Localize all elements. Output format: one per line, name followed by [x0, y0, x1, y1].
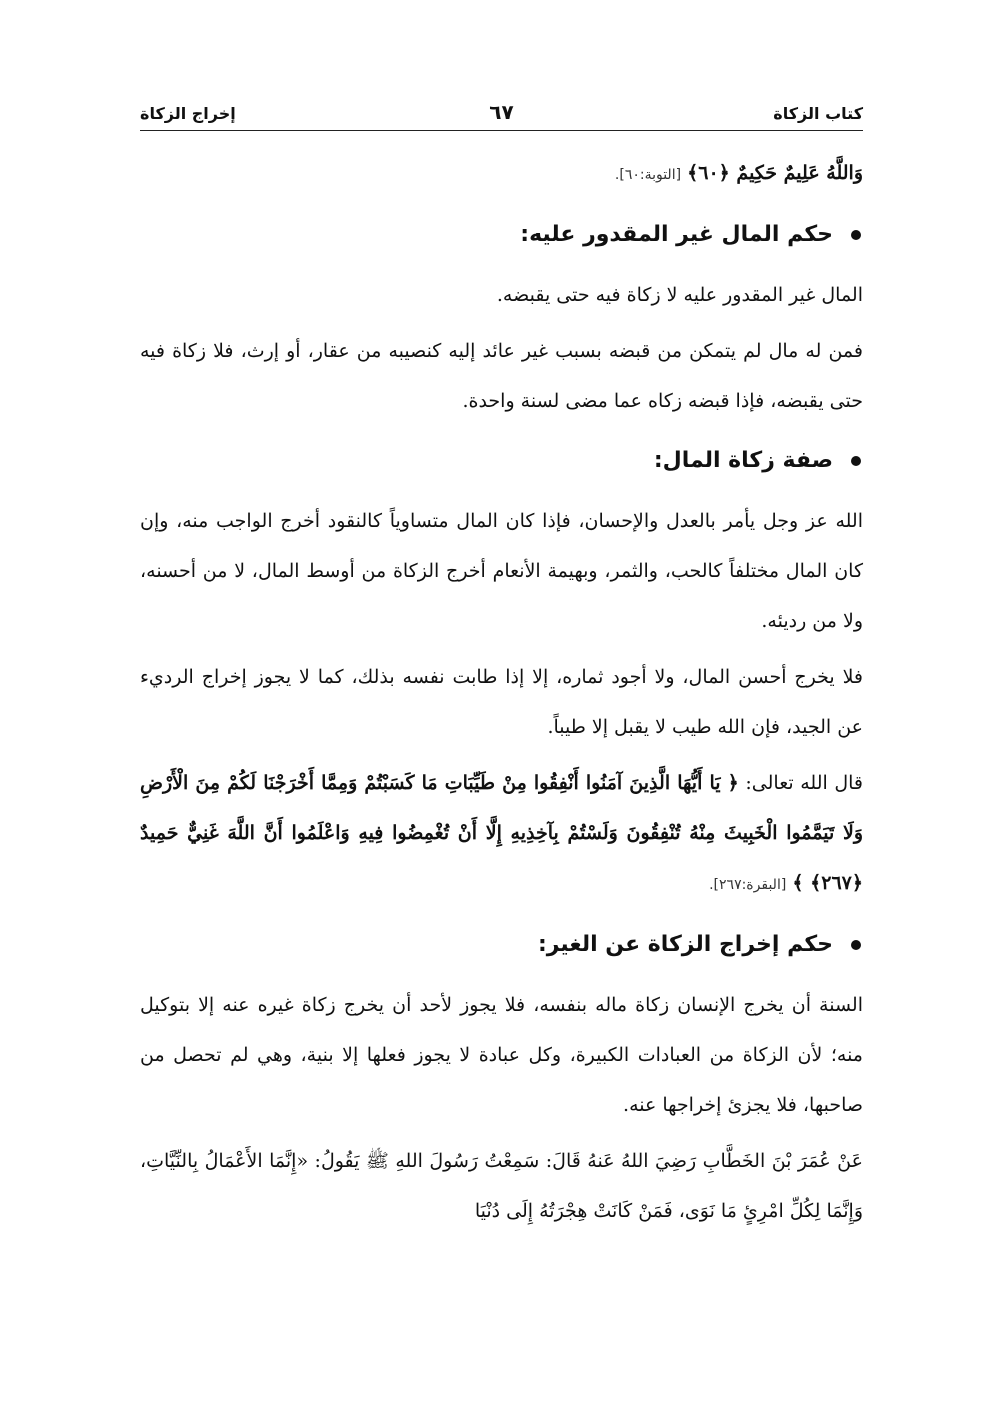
paragraph: السنة أن يخرج الإنسان زكاة ماله بنفسه، فلا يجوز لأحد أن يخرج زكاة غيره عنه إلا بتوكيل منه؛ لأن الزكاة من العبادات الكبيرة، وكل عبادة لا يجوز فعلها إلا بنية، وهي لم تحصل من صاحبها، فلا يجزئ إخراجها عنه. — [140, 994, 863, 1116]
bullet-icon — [851, 230, 861, 240]
page-number: ٦٧ — [489, 100, 514, 124]
paragraph: الله عز وجل يأمر بالعدل والإحسان، فإذا كان المال متساوياً كالنقود أخرج الواجب منه، وإن كان المال مختلفاً كالحب، والثمر، وبهيمة الأنعام أخرج الزكاة من أوسط المال، لا من أحسنه، ولا من رديئه. — [140, 510, 863, 632]
verse-intro: قال الله تعالى: — [745, 772, 863, 794]
quran-verse: ﴿ يَا أَيُّهَا الَّذِينَ آمَنُوا أَنْفِقُوا مِنْ طَيِّبَاتِ مَا كَسَبْتُمْ وَمِمَّا أَخْرَجْنَا لَكُمْ مِنَ الْأَرْضِ وَلَا تَيَمَّمُوا الْخَبِيثَ مِنْهُ تُنْفِقُونَ وَلَسْتُمْ بِآخِذِيهِ إِلَّا أَنْ تُغْمِضُوا فِيهِ وَاعْلَمُوا أَنَّ اللَّهَ غَنِيٌّ حَمِيدٌ ﴿٢٦٧﴾ ﴾ — [140, 772, 863, 894]
quran-verse: وَاللَّهُ عَلِيمٌ حَكِيمٌ ﴿٦٠﴾ — [687, 162, 863, 184]
verse-reference: [البقرة:٢٦٧]. — [709, 877, 787, 893]
heading-text: صفة زكاة المال: — [653, 448, 833, 473]
verse-reference: [التوبة:٦٠]. — [614, 167, 682, 183]
chapter-title: إخراج الزكاة — [140, 104, 236, 123]
bullet-icon — [851, 940, 861, 950]
heading-text: حكم المال غير المقدور عليه: — [520, 222, 833, 247]
section-heading — [140, 916, 863, 974]
paragraph: المال غير المقدور عليه لا زكاة فيه حتى يقبضه. — [496, 284, 863, 306]
verse-quote — [140, 758, 863, 910]
heading-text: حكم إخراج الزكاة عن الغير: — [537, 932, 833, 957]
book-title: كتاب الزكاة — [773, 104, 863, 123]
bullet-icon — [851, 456, 861, 466]
page-header — [140, 100, 863, 131]
hadith-text: عَنْ عُمَرَ بْنَ الخَطَّابِ رَضِيَ اللهُ عَنهُ قَالَ: سَمِعْتُ رَسُولَ اللهِ ﷺ يَقُولُ: «إِنَّمَا الأَعْمَالُ بِالنِّيَّاتِ، وَإِنَّمَا لِكُلِّ امْرِئٍ مَا نَوَى، فَمَنْ كَانَتْ هِجْرَتُهُ إِلَى دُنْيَا — [140, 1150, 863, 1222]
section-heading — [140, 206, 863, 264]
verse-ending — [140, 148, 863, 200]
paragraph: فلا يخرج أحسن المال، ولا أجود ثماره، إلا إذا طابت نفسه بذلك، كما لا يجوز إخراج الرديء عن الجيد، فإن الله طيب لا يقبل إلا طيباً. — [140, 666, 863, 738]
page-content — [140, 148, 863, 1242]
paragraph: فمن له مال لم يتمكن من قبضه بسبب غير عائد إليه كنصيبه من عقار، أو إرث، فلا زكاة فيه حتى يقبضه، فإذا قبضه زكاه عما مضى لسنة واحدة. — [140, 340, 863, 412]
section-heading — [140, 432, 863, 490]
